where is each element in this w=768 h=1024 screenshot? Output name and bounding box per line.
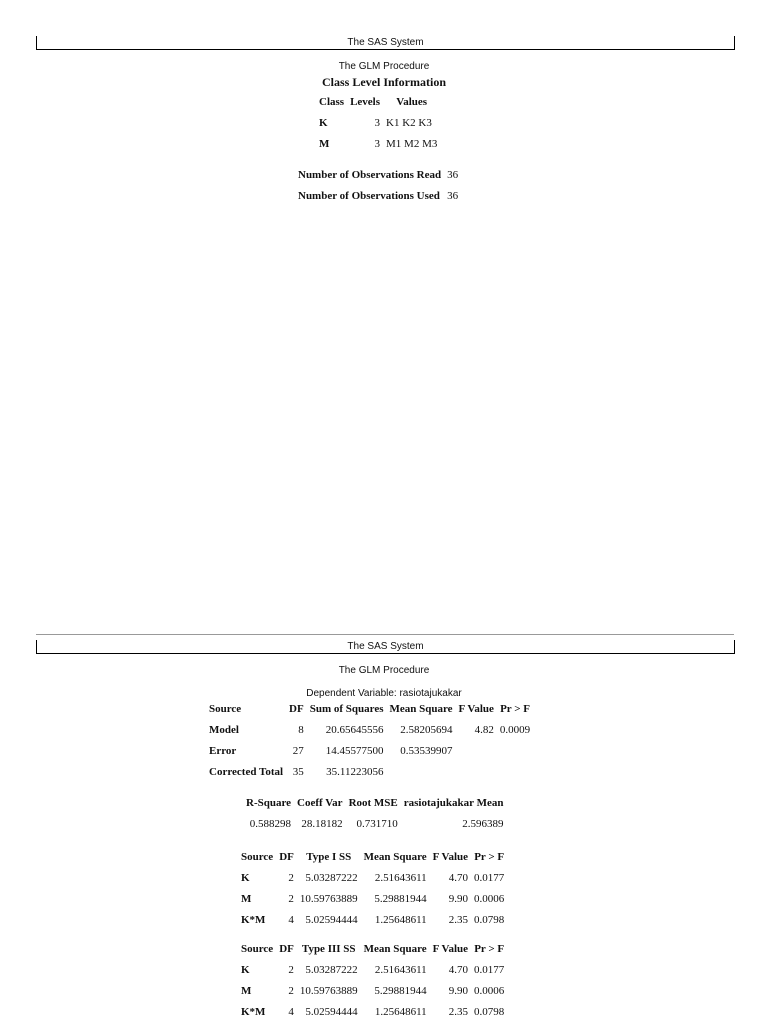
p-cell: 0.0009: [499, 723, 531, 736]
table-header-row: [316, 91, 440, 112]
column-header: F Value: [458, 702, 494, 715]
column-header: Mean Square: [363, 942, 427, 955]
column-header: Source: [209, 702, 242, 715]
df-cell: 2: [288, 963, 294, 976]
ss-cell: 10.59763889: [299, 892, 358, 905]
root-mse-value: 0.731710: [356, 817, 398, 830]
table-header-row: [238, 846, 507, 867]
observations-label: Number of Observations Read: [298, 168, 442, 181]
ms-cell: 1.25648611: [374, 1005, 427, 1018]
p-cell: [497, 740, 533, 761]
class-cell: K: [319, 116, 328, 129]
column-header: DF: [279, 850, 294, 863]
levels-cell: 3: [374, 116, 381, 129]
ms-cell: 2.51643611: [374, 871, 427, 884]
ms-cell: 1.25648611: [374, 913, 427, 926]
table-row: [243, 813, 506, 834]
dependent-variable: Dependent Variable: rasiotajukakar: [306, 688, 462, 699]
column-header: Pr > F: [474, 942, 505, 955]
observations-value: 36: [447, 168, 459, 181]
ms-cell: 2.58205694: [400, 723, 453, 736]
table-row: [238, 867, 507, 888]
column-header: R-Square: [246, 796, 292, 809]
column-header: DF: [279, 942, 294, 955]
r-square-value: 0.588298: [249, 817, 292, 830]
ss-cell: 5.03287222: [305, 871, 358, 884]
table-header-row: [238, 938, 507, 959]
p-cell: 0.0006: [474, 892, 505, 905]
source-cell: K*M: [241, 913, 266, 926]
ms-cell: [386, 761, 455, 782]
df-cell: 2: [288, 871, 294, 884]
ss-cell: 35.11223056: [326, 765, 384, 778]
f-cell: 9.90: [448, 984, 469, 997]
table-row: [238, 1001, 507, 1022]
coeff-var-value: 28.18182: [301, 817, 343, 830]
p-cell: 0.0006: [474, 984, 505, 997]
observations-table: [295, 164, 461, 206]
source-cell: M: [241, 984, 252, 997]
f-cell: 9.90: [448, 892, 469, 905]
column-header: Type III SS: [301, 942, 356, 955]
df-cell: 4: [288, 913, 294, 926]
column-header: Values: [396, 95, 428, 108]
table-row: [316, 133, 440, 154]
table-row: [206, 719, 533, 740]
column-header: Root MSE: [348, 796, 398, 809]
ss-cell: 10.59763889: [299, 984, 358, 997]
f-cell: 4.70: [448, 963, 469, 976]
anova-table: [206, 698, 533, 782]
table-row: [295, 164, 461, 185]
class-cell: M: [319, 137, 330, 150]
source-cell: Corrected Total: [209, 765, 284, 778]
p-cell: 0.0798: [474, 913, 505, 926]
column-header: F Value: [432, 850, 469, 863]
levels-cell: 3: [374, 137, 381, 150]
column-header: Mean Square: [389, 702, 453, 715]
column-header: Coeff Var: [297, 796, 343, 809]
output-page-2: [0, 634, 768, 1024]
p-cell: [497, 761, 533, 782]
ss-cell: 20.65645556: [325, 723, 384, 736]
p-cell: 0.0177: [474, 963, 505, 976]
df-cell: 2: [288, 984, 294, 997]
procedure-title: The GLM Procedure: [338, 61, 430, 72]
ss-cell: 5.02594444: [305, 913, 358, 926]
table-row: [238, 909, 507, 930]
table-row: [206, 740, 533, 761]
ms-cell: 5.29881944: [374, 892, 427, 905]
column-header: Pr > F: [500, 702, 530, 715]
column-header: Mean Square: [363, 850, 427, 863]
table-row: [316, 112, 440, 133]
column-header: Sum of Squares: [309, 702, 384, 715]
type1-ss-table: [238, 846, 507, 930]
table-row: [238, 980, 507, 1001]
f-cell: [456, 761, 497, 782]
column-header: Pr > F: [474, 850, 505, 863]
table-header-row: [243, 792, 506, 813]
ss-cell: 5.02594444: [305, 1005, 358, 1018]
table-row: [238, 959, 507, 980]
source-cell: K: [241, 871, 250, 884]
f-cell: 2.35: [448, 1005, 469, 1018]
ms-cell: 0.53539907: [400, 744, 453, 757]
dependent-mean-value: 2.596389: [462, 817, 504, 830]
observations-value: 36: [447, 189, 459, 202]
p-cell: 0.0177: [474, 871, 505, 884]
source-cell: Error: [209, 744, 237, 757]
f-cell: 4.70: [448, 871, 469, 884]
df-cell: 8: [298, 723, 304, 736]
type3-ss-table: [238, 938, 507, 1022]
column-header: rasiotajukakar Mean: [403, 796, 504, 809]
fit-statistics-table: [243, 792, 506, 834]
df-cell: 27: [292, 744, 304, 757]
source-cell: K*M: [241, 1005, 266, 1018]
table-row: [206, 761, 533, 782]
column-header: Source: [241, 942, 274, 955]
table-row: [238, 888, 507, 909]
source-cell: M: [241, 892, 252, 905]
column-header: Levels: [350, 95, 381, 108]
system-title: The SAS System: [347, 641, 424, 652]
table-header-row: [206, 698, 533, 719]
df-cell: 4: [288, 1005, 294, 1018]
f-cell: 4.82: [474, 723, 494, 736]
df-cell: 35: [292, 765, 304, 778]
system-title-bar: [36, 36, 735, 50]
column-header: Class: [319, 95, 345, 108]
system-title-bar: [36, 640, 735, 654]
class-info-title: Class Level Information: [322, 75, 446, 89]
ss-cell: 14.45577500: [325, 744, 384, 757]
observations-label: Number of Observations Used: [298, 189, 440, 202]
ms-cell: 2.51643611: [374, 963, 427, 976]
f-cell: 2.35: [448, 913, 469, 926]
ms-cell: 5.29881944: [374, 984, 427, 997]
column-header: DF: [289, 702, 304, 715]
class-level-table: [316, 91, 440, 154]
values-cell: K1 K2 K3: [386, 116, 432, 129]
column-header: F Value: [432, 942, 469, 955]
source-cell: Model: [209, 723, 239, 736]
p-cell: 0.0798: [474, 1005, 505, 1018]
source-cell: K: [241, 963, 250, 976]
procedure-title: The GLM Procedure: [338, 665, 430, 676]
column-header: Type I SS: [306, 850, 352, 863]
values-cell: M1 M2 M3: [386, 137, 438, 150]
ss-cell: 5.03287222: [305, 963, 358, 976]
df-cell: 2: [288, 892, 294, 905]
system-title: The SAS System: [347, 37, 424, 48]
table-row: [295, 185, 461, 206]
f-cell: [456, 740, 497, 761]
column-header: Source: [241, 850, 274, 863]
